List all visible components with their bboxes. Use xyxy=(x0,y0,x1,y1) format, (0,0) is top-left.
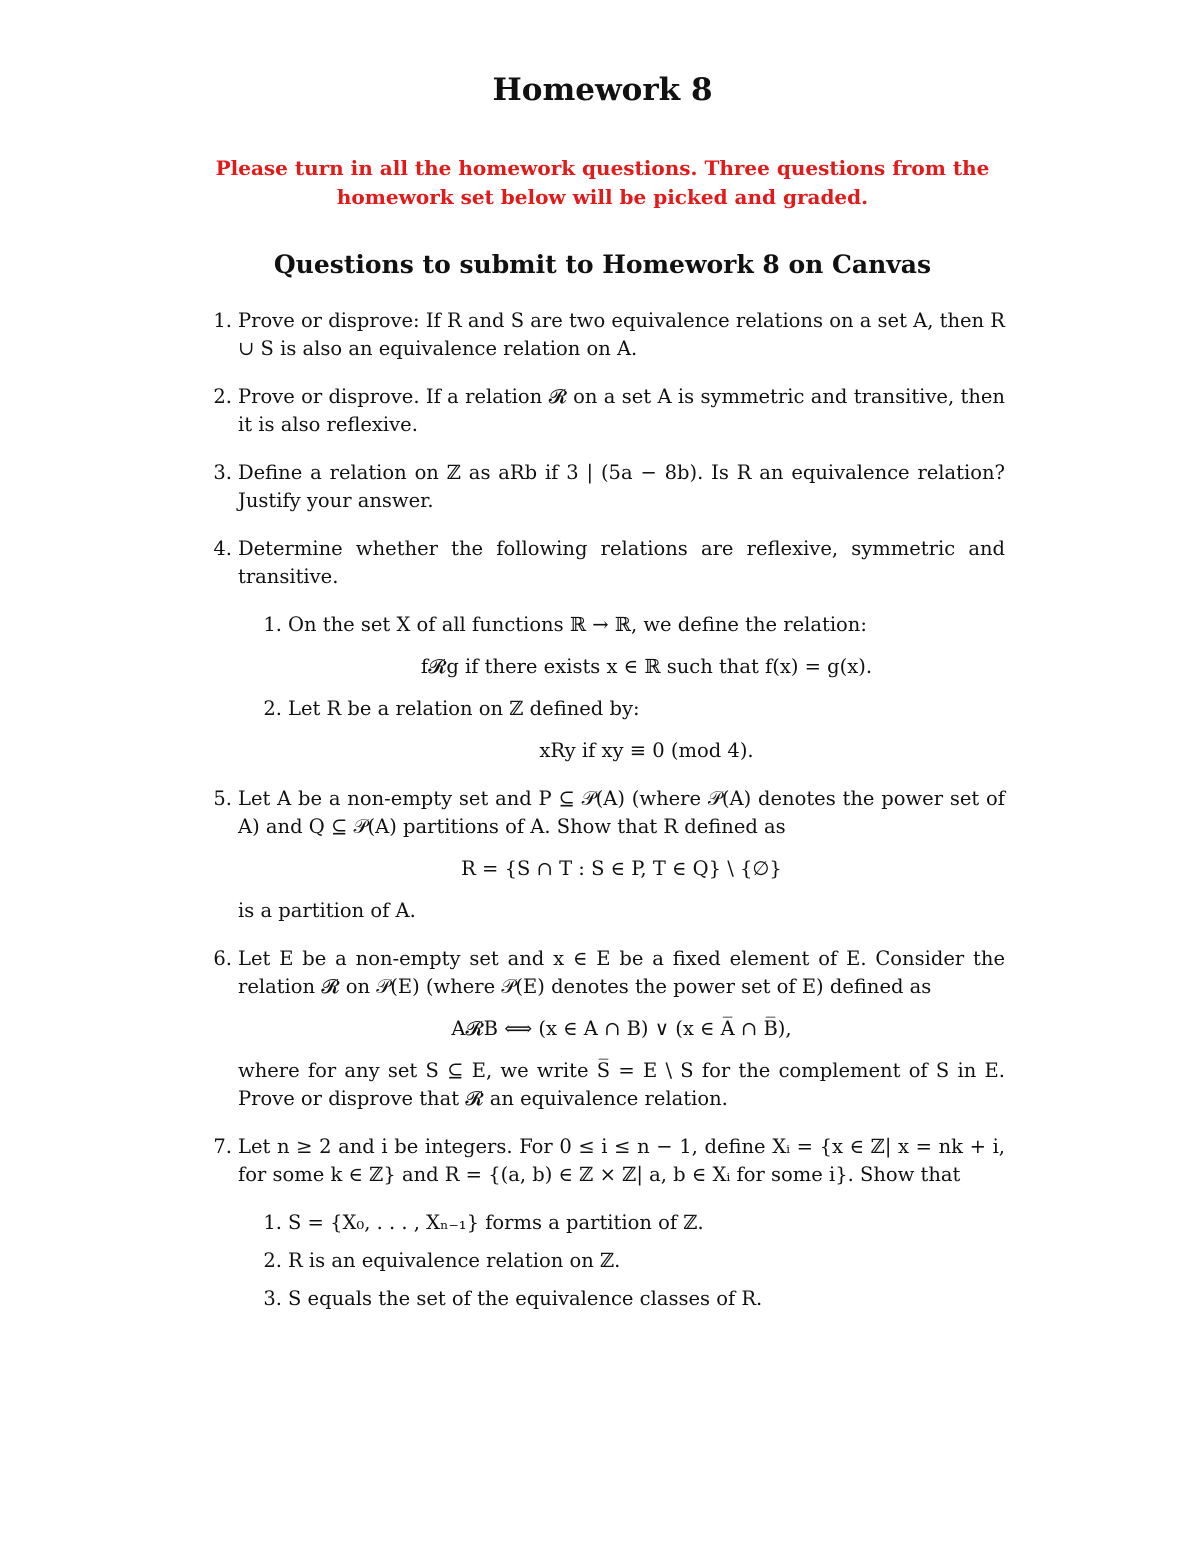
page-title: Homework 8 xyxy=(492,72,713,108)
section-heading: Questions to submit to Homework 8 on Canvas xyxy=(273,250,932,279)
question-4 xyxy=(200,535,1005,765)
question-text: Determine whether the following relations are reflexive, symmetric and transitive. xyxy=(238,537,1005,588)
subquestion-7-1 xyxy=(238,1209,1005,1237)
question-text: Define a relation on ℤ as aRb if 3 | (5a − 8b). Is R an equivalence relation? Justify your answer. xyxy=(238,461,1005,512)
display-formula: xRy if xy ≡ 0 (mod 4). xyxy=(539,739,754,762)
subquestion-text: R is an equivalence relation on ℤ. xyxy=(288,1249,621,1272)
subquestion-number: 1. xyxy=(263,1211,282,1234)
grading-notice xyxy=(200,154,1005,212)
subquestion-number: 2. xyxy=(263,1249,282,1272)
question-7 xyxy=(200,1133,1005,1313)
question-continuation: is a partition of A. xyxy=(238,899,416,922)
question-2 xyxy=(200,383,1005,439)
subquestion-7-3 xyxy=(238,1285,1005,1313)
question-number: 1. xyxy=(213,309,232,332)
subquestion-text: S equals the set of the equivalence classes of R. xyxy=(288,1287,763,1310)
subquestion-list xyxy=(238,611,1005,765)
subquestion-text: S = {X₀, . . . , Xₙ₋₁} forms a partition of ℤ. xyxy=(288,1211,704,1234)
notice-line-1: Please turn in all the homework questions. Three questions from the xyxy=(215,156,990,180)
subquestion-list xyxy=(238,1209,1005,1313)
question-number: 2. xyxy=(213,385,232,408)
question-5 xyxy=(200,785,1005,925)
homework-page xyxy=(200,60,1005,1333)
notice-line-2: homework set below will be picked and graded. xyxy=(336,185,869,209)
subquestion-4-1 xyxy=(238,611,1005,681)
question-number: 7. xyxy=(213,1135,232,1158)
question-list xyxy=(200,307,1005,1313)
question-text: Let E be a non-empty set and x ∈ E be a fixed element of E. Consider the relation 𝓡 on 𝒫(E) (where 𝒫(E) denotes the power set of E) defined as xyxy=(238,947,1005,998)
display-formula: R = {S ∩ T : S ∈ P, T ∈ Q} \ {∅} xyxy=(461,857,782,880)
question-6 xyxy=(200,945,1005,1113)
question-text: Let n ≥ 2 and i be integers. For 0 ≤ i ≤ n − 1, define Xᵢ = {x ∈ ℤ| x = nk + i, for some k ∈ ℤ} and R = {(a, b) ∈ ℤ × ℤ| a, b ∈ Xᵢ for some i}. Show that xyxy=(238,1135,1005,1186)
subquestion-text: Let R be a relation on ℤ defined by: xyxy=(288,697,640,720)
question-text: Let A be a non-empty set and P ⊆ 𝒫(A) (where 𝒫(A) denotes the power set of A) and Q ⊆ 𝒫(A) partitions of A. Show that R defined as xyxy=(238,787,1005,838)
question-number: 4. xyxy=(213,537,232,560)
question-continuation: where for any set S ⊆ E, we write S̅ = E \ S for the complement of S in E. Prove or disprove that 𝓡 an equivalence relation. xyxy=(238,1059,1005,1110)
subquestion-7-2 xyxy=(238,1247,1005,1275)
subquestion-number: 2. xyxy=(263,697,282,720)
display-formula: A𝓡B ⟺ (x ∈ A ∩ B) ∨ (x ∈ A̅ ∩ B̅), xyxy=(451,1017,792,1040)
question-number: 6. xyxy=(213,947,232,970)
question-text: Prove or disprove: If R and S are two equivalence relations on a set A, then R ∪ S is also an equivalence relation on A. xyxy=(238,309,1005,360)
question-number: 5. xyxy=(213,787,232,810)
subquestion-number: 1. xyxy=(263,613,282,636)
subquestion-4-2 xyxy=(238,695,1005,765)
display-formula: f𝓡g if there exists x ∈ ℝ such that f(x) = g(x). xyxy=(420,655,873,678)
subquestion-number: 3. xyxy=(263,1287,282,1310)
question-number: 3. xyxy=(213,461,232,484)
question-3 xyxy=(200,459,1005,515)
question-text: Prove or disprove. If a relation 𝓡 on a set A is symmetric and transitive, then it is also reflexive. xyxy=(238,385,1005,436)
question-1 xyxy=(200,307,1005,363)
subquestion-text: On the set X of all functions ℝ → ℝ, we define the relation: xyxy=(288,613,867,636)
